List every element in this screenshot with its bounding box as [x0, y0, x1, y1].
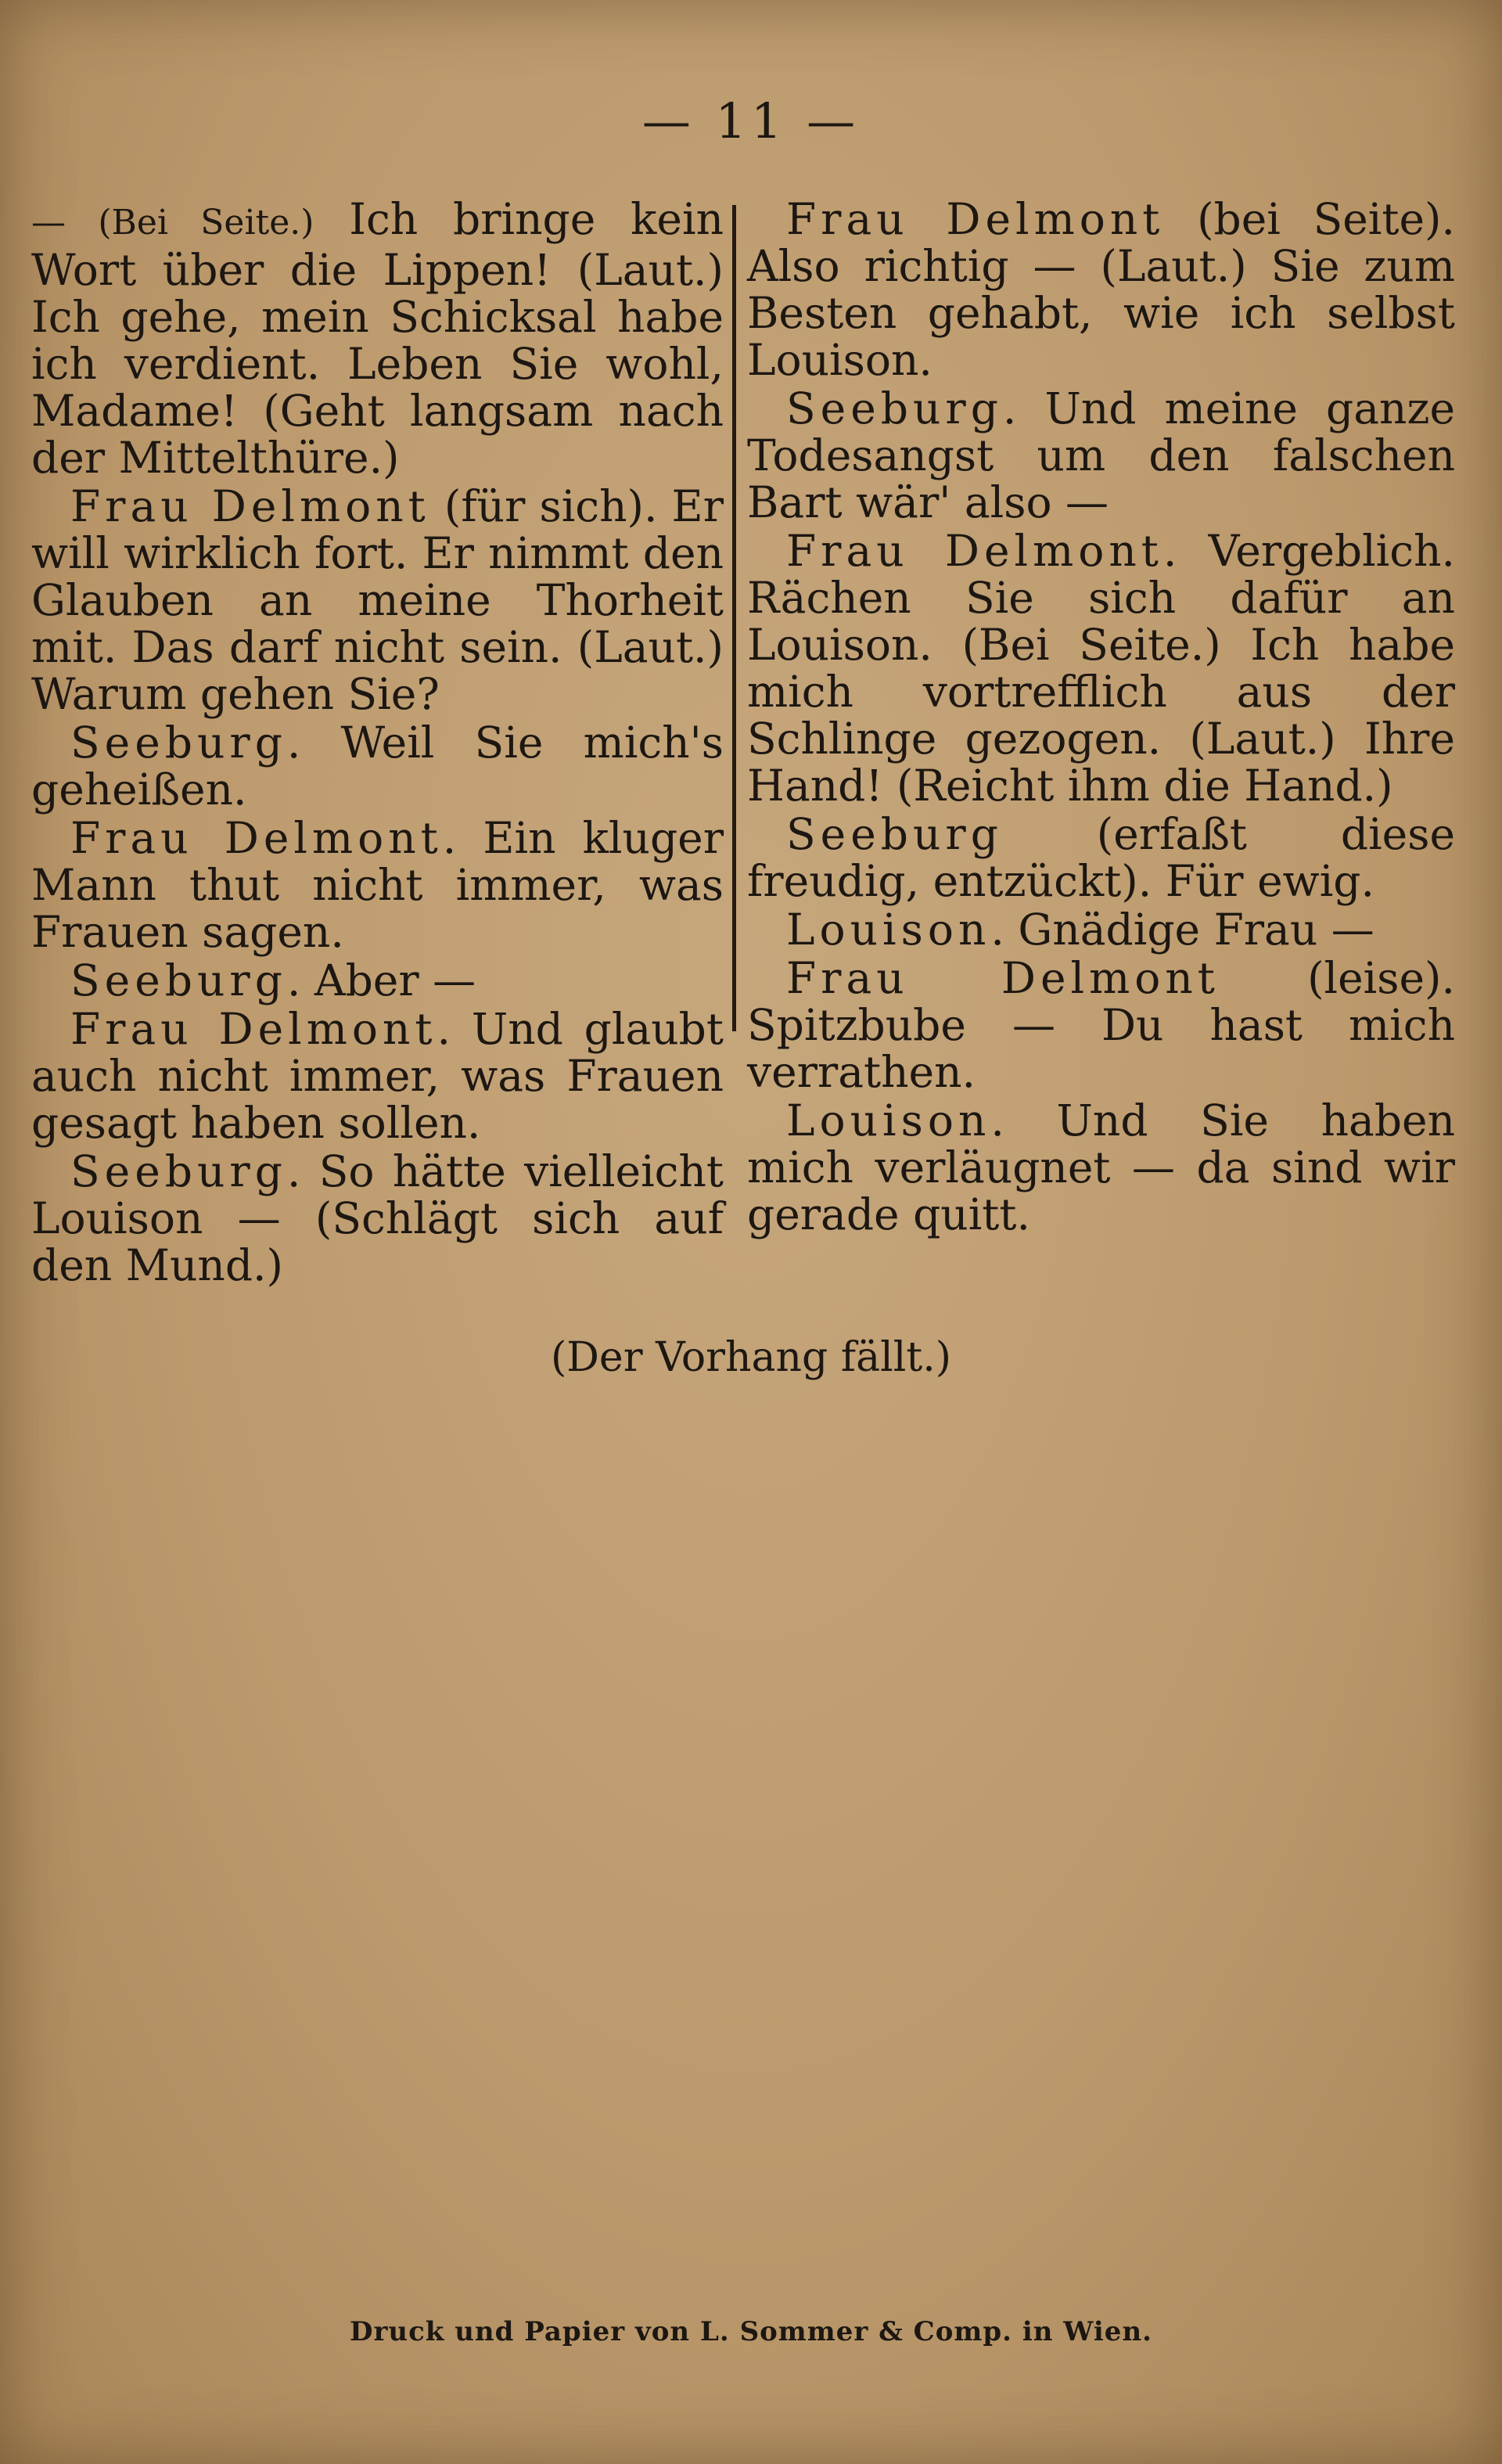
speaker-name: Frau Delmont: [786, 194, 1165, 244]
speaker-name: Seeburg: [786, 809, 1003, 859]
dialogue-line: [747, 811, 1455, 905]
speaker-name: Seeburg: [70, 1146, 287, 1196]
stage-direction: — (Bei Seite.): [31, 203, 314, 243]
dialogue-line: [31, 1005, 724, 1146]
speaker-name: Frau Delmont: [786, 526, 1163, 576]
line-text: . Weil Sie mich's geheißen.: [31, 718, 724, 815]
right-column: [747, 196, 1455, 1239]
dialogue-line: [747, 385, 1455, 526]
dialogue-line: [31, 483, 724, 718]
speaker-name: Louison: [786, 1095, 991, 1146]
line-text: . Aber —: [286, 955, 476, 1005]
dialogue-line: [31, 957, 724, 1004]
printer-imprint: Druck und Papier von L. Sommer & Comp. in Wien.: [349, 2316, 1152, 2347]
line-text: . Gnädige Frau —: [990, 905, 1374, 955]
speaker-name: Frau Delmont: [70, 1004, 437, 1054]
dialogue-line: [747, 527, 1455, 809]
speaker-name: Seeburg: [70, 955, 287, 1005]
speaker-name: Louison: [786, 905, 991, 955]
speaker-name: Frau Delmont: [786, 953, 1220, 1003]
dialogue-line: [747, 1097, 1455, 1238]
dialogue-line: [31, 719, 724, 813]
line-text: . Und glaubt auch nicht immer, was Frauen gesagt haben sollen.: [31, 1004, 724, 1148]
left-column: [31, 196, 724, 1290]
speaker-name: Frau Delmont: [70, 481, 430, 531]
line-text: . So hätte vielleicht Louison — (Schlägt sich auf den Mund.): [31, 1146, 724, 1290]
dialogue-line: [31, 196, 724, 481]
dialogue-line: [747, 955, 1455, 1095]
page-number: — 11 —: [641, 92, 861, 149]
dialogue-line: [31, 815, 724, 955]
line-text: Ich bringe kein Wort über die Lippen! (Laut.) Ich gehe, mein Schicksal habe ich verdient. Leben Sie wohl, Madame! (Geht langsam nach der Mittelthüre.): [31, 194, 724, 483]
line-text: (leise). Spitzbube — Du hast mich verrathen.: [747, 953, 1455, 1097]
dialogue-line: [747, 196, 1455, 383]
line-text: . Ein kluger Mann thut nicht immer, was Frauen sagen.: [31, 813, 724, 957]
line-text: (erfaßt diese freudig, entzückt). Für ewig.: [747, 809, 1455, 906]
speaker-name: Frau Delmont: [70, 813, 443, 863]
dialogue-line: [747, 906, 1455, 953]
line-text: . Und meine ganze Todesangst um den falschen Bart wär' also —: [747, 383, 1455, 527]
column-divider: [732, 205, 736, 1031]
line-text: . Vergeblich. Rächen Sie sich dafür an Louison. (Bei Seite.) Ich habe mich vortrefflich aus der Schlinge gezogen. (Laut.) Ihre Hand! (Reicht ihm die Hand.): [747, 526, 1455, 811]
speaker-name: Seeburg: [70, 718, 287, 768]
curtain-direction: (Der Vorhang fällt.): [550, 1334, 952, 1381]
line-text: . Und Sie haben mich verläugnet — da sind wir gerade quitt.: [747, 1095, 1455, 1239]
speaker-name: Seeburg: [786, 383, 1003, 433]
line-text: (bei Seite). Also richtig — (Laut.) Sie zum Besten gehabt, wie ich selbst Louison.: [747, 194, 1455, 385]
dialogue-line: [31, 1148, 724, 1289]
line-text: (für sich). Er will wirklich fort. Er nimmt den Glauben an meine Thorheit mit. Das darf nicht sein. (Laut.) Warum gehen Sie?: [31, 481, 724, 719]
